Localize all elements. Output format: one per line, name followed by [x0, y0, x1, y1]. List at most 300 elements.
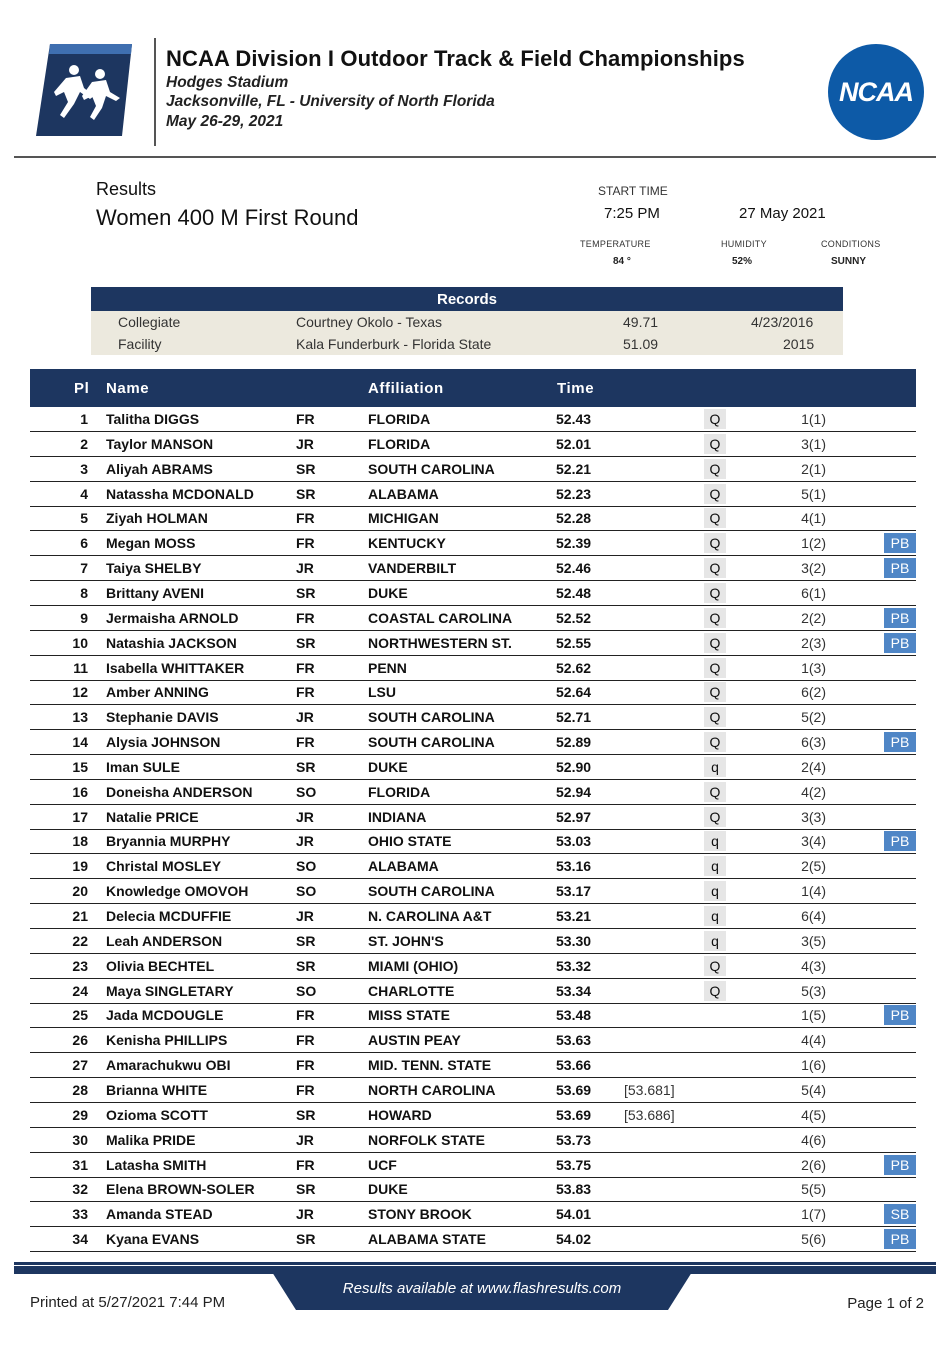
time: 52.89: [556, 734, 592, 751]
table-row: [30, 1003, 916, 1028]
location: Jacksonville, FL - University of North Florida: [166, 93, 495, 110]
note-badge: PB: [884, 1155, 916, 1175]
athlete-name: Amanda STEAD: [106, 1206, 213, 1223]
table-row: [30, 1202, 916, 1227]
heat-place: 6(3): [801, 734, 826, 751]
heat-place: 1(4): [801, 883, 826, 900]
record-mark: 49.71: [623, 314, 659, 330]
table-row: [30, 432, 916, 457]
table-row: [30, 954, 916, 979]
time: 54.02: [556, 1231, 592, 1248]
table-row: [30, 1227, 916, 1252]
table-row: [30, 1053, 916, 1078]
temperature: 84 °: [613, 256, 631, 267]
table-row: [30, 879, 916, 904]
table-row: [30, 929, 916, 954]
heat-place: 4(4): [801, 1032, 826, 1049]
affiliation: NORFOLK STATE: [368, 1131, 485, 1148]
table-row: [30, 854, 916, 879]
conditions-label: CONDITIONS: [821, 239, 881, 249]
qualifier: Q: [704, 633, 726, 653]
affiliation: SOUTH CAROLINA: [368, 883, 495, 900]
record-row-facility: [91, 333, 843, 355]
affiliation: VANDERBILT: [368, 560, 457, 577]
class-year: FR: [296, 411, 315, 427]
time: 53.73: [556, 1131, 592, 1148]
athlete-name: Malika PRIDE: [106, 1131, 196, 1148]
athlete-name: Bryannia MURPHY: [106, 833, 231, 850]
place: 3: [80, 460, 88, 477]
table-row: [30, 506, 916, 531]
time: 52.46: [556, 560, 592, 577]
time: 52.62: [556, 659, 592, 676]
time: 52.23: [556, 485, 592, 502]
athlete-name: Amber ANNING: [106, 684, 209, 701]
affiliation: OHIO STATE: [368, 833, 452, 850]
affiliation: MICHIGAN: [368, 510, 439, 527]
heat-place: 2(6): [801, 1156, 826, 1173]
qualifier: Q: [704, 682, 726, 702]
class-year: SO: [296, 858, 317, 875]
place: 32: [72, 1181, 88, 1198]
table-row: [30, 606, 916, 631]
time: 53.30: [556, 932, 592, 949]
athlete-name: Talitha DIGGS: [106, 411, 200, 427]
class-year: JR: [296, 709, 314, 726]
heat-place: 5(1): [801, 485, 826, 502]
affiliation: INDIANA: [368, 808, 427, 825]
qualifier: Q: [704, 658, 726, 678]
athlete-name: Natashia JACKSON: [106, 634, 237, 651]
class-year: SO: [296, 883, 317, 900]
class-year: FR: [296, 535, 315, 552]
place: 29: [72, 1106, 88, 1123]
class-year: SR: [296, 485, 316, 502]
heat-place: 5(4): [801, 1081, 826, 1098]
athlete-name: Taylor MANSON: [106, 435, 214, 452]
record-type: Collegiate: [118, 314, 181, 330]
place: 28: [72, 1081, 88, 1098]
time: 52.21: [556, 460, 592, 477]
qualifier: Q: [704, 459, 726, 479]
class-year: SR: [296, 634, 316, 651]
header-time: Time: [557, 380, 595, 397]
heat-place: 3(3): [801, 808, 826, 825]
place: 26: [72, 1032, 88, 1049]
heat-place: 5(5): [801, 1181, 826, 1198]
time: 53.34: [556, 982, 592, 999]
qualifier: Q: [704, 583, 726, 603]
athlete-name: Isabella WHITTAKER: [106, 659, 245, 676]
place: 22: [72, 932, 88, 949]
time: 53.75: [556, 1156, 592, 1173]
qualifier: Q: [704, 409, 726, 429]
table-row: [30, 730, 916, 755]
qualifier: q: [704, 906, 726, 926]
table-row: [30, 1177, 916, 1202]
start-time-label: START TIME: [598, 184, 668, 198]
affiliation: DUKE: [368, 1181, 408, 1198]
header-pl: Pl: [74, 380, 90, 397]
class-year: SR: [296, 957, 316, 974]
affiliation: FLORIDA: [368, 411, 431, 427]
header-divider: [154, 38, 156, 146]
athlete-name: Alysia JOHNSON: [106, 734, 221, 751]
class-year: FR: [296, 1007, 315, 1024]
affiliation: ALABAMA: [368, 485, 439, 502]
class-year: SR: [296, 932, 316, 949]
note-badge: PB: [884, 608, 916, 628]
heat-place: 6(1): [801, 584, 826, 601]
record-date: 4/23/2016: [751, 314, 814, 330]
affiliation: AUSTIN PEAY: [368, 1032, 461, 1049]
place: 14: [72, 734, 88, 751]
qualifier: Q: [704, 782, 726, 802]
table-row: [30, 631, 916, 656]
time: 53.63: [556, 1032, 592, 1049]
time-thousandths: [53.686]: [624, 1106, 675, 1123]
place: 25: [72, 1007, 88, 1024]
table-row: [30, 904, 916, 929]
place: 18: [72, 833, 88, 850]
qualifier: Q: [704, 484, 726, 504]
header-rule: [14, 156, 936, 158]
heat-place: 5(6): [801, 1231, 826, 1248]
affiliation: MID. TENN. STATE: [368, 1057, 492, 1074]
athlete-name: Kenisha PHILLIPS: [106, 1032, 228, 1049]
conditions: SUNNY: [831, 256, 867, 267]
table-row: [30, 531, 916, 556]
event-name: Women 400 M First Round: [96, 205, 359, 230]
athlete-name: Natalie PRICE: [106, 808, 199, 825]
place: 12: [72, 684, 88, 701]
table-row: [30, 1128, 916, 1153]
time: 53.69: [556, 1106, 592, 1123]
heat-place: 1(1): [801, 411, 826, 427]
athlete-name: Amarachukwu OBI: [106, 1057, 231, 1074]
event-date: 27 May 2021: [739, 205, 826, 222]
heat-place: 2(3): [801, 634, 826, 651]
affiliation: FLORIDA: [368, 783, 431, 800]
printed-timestamp: Printed at 5/27/2021 7:44 PM: [30, 1294, 226, 1311]
place: 8: [80, 584, 88, 601]
affiliation: COASTAL CAROLINA: [368, 609, 513, 626]
record-date: 2015: [783, 336, 815, 352]
place: 27: [72, 1057, 88, 1074]
class-year: SR: [296, 758, 316, 775]
table-row: [30, 1103, 916, 1128]
table-row: [30, 1028, 916, 1053]
record-holder: Courtney Okolo - Texas: [296, 314, 443, 330]
athlete-name: Jada MCDOUGLE: [106, 1007, 224, 1024]
affiliation: DUKE: [368, 584, 408, 601]
place: 24: [72, 982, 88, 999]
class-year: SR: [296, 1106, 316, 1123]
heat-place: 3(2): [801, 560, 826, 577]
affiliation: HOWARD: [368, 1106, 432, 1123]
affiliation: CHARLOTTE: [368, 982, 455, 999]
class-year: JR: [296, 1131, 314, 1148]
class-year: JR: [296, 808, 314, 825]
place: 30: [72, 1131, 88, 1148]
class-year: JR: [296, 833, 314, 850]
athlete-name: Knowledge OMOVOH: [106, 883, 249, 900]
athlete-name: Delecia MCDUFFIE: [106, 908, 232, 924]
class-year: JR: [296, 1206, 314, 1223]
place: 4: [80, 485, 88, 502]
athlete-name: Jermaisha ARNOLD: [106, 609, 239, 626]
time: 52.48: [556, 584, 592, 601]
record-mark: 51.09: [623, 336, 659, 352]
note-badge: PB: [884, 558, 916, 578]
affiliation: UCF: [368, 1156, 397, 1173]
qualifier: q: [704, 831, 726, 851]
table-row: [30, 680, 916, 705]
class-year: FR: [296, 1032, 315, 1049]
place: 19: [72, 858, 88, 875]
class-year: JR: [296, 908, 314, 924]
qualifier: Q: [704, 981, 726, 1001]
note-badge: PB: [884, 633, 916, 653]
time: 53.16: [556, 858, 592, 875]
place: 5: [80, 510, 88, 527]
place: 17: [72, 808, 88, 825]
affiliation: N. CAROLINA A&T: [368, 908, 492, 924]
athlete-name: Brittany AVENI: [106, 584, 205, 601]
heat-place: 5(3): [801, 982, 826, 999]
time: 52.43: [556, 411, 592, 427]
place: 10: [72, 634, 88, 651]
note-badge: SB: [884, 1204, 916, 1224]
time: 53.17: [556, 883, 592, 900]
header-affiliation: Affiliation: [368, 380, 444, 397]
heat-place: 2(5): [801, 858, 826, 875]
place: 7: [80, 560, 88, 577]
qualifier: Q: [704, 707, 726, 727]
heat-place: 4(1): [801, 510, 826, 527]
athlete-name: Ozioma SCOTT: [106, 1106, 208, 1123]
qualifier: q: [704, 931, 726, 951]
venue: Hodges Stadium: [166, 74, 289, 91]
athlete-name: Doneisha ANDERSON: [106, 783, 253, 800]
qualifier: Q: [704, 608, 726, 628]
humidity-label: HUMIDITY: [721, 239, 767, 249]
time: 52.01: [556, 435, 592, 452]
heat-place: 3(5): [801, 932, 826, 949]
time: 53.21: [556, 908, 592, 924]
athlete-name: Leah ANDERSON: [106, 932, 223, 949]
affiliation: ALABAMA: [368, 858, 439, 875]
table-row: [30, 755, 916, 780]
qualifier: q: [704, 757, 726, 777]
place: 6: [80, 535, 88, 552]
affiliation: LSU: [368, 684, 396, 701]
place: 21: [72, 908, 88, 924]
time: 53.48: [556, 1007, 592, 1024]
qualifier: Q: [704, 956, 726, 976]
affiliation: MISS STATE: [368, 1007, 450, 1024]
place: 23: [72, 957, 88, 974]
note-badge: PB: [884, 533, 916, 553]
class-year: FR: [296, 684, 315, 701]
time: 54.01: [556, 1206, 592, 1223]
qualifier: q: [704, 881, 726, 901]
record-holder: Kala Funderburk - Florida State: [296, 336, 492, 352]
athlete-name: Elena BROWN-SOLER: [106, 1181, 255, 1198]
results-available-text: Results available at www.flashresults.com: [342, 1280, 622, 1297]
heat-place: 5(2): [801, 709, 826, 726]
affiliation: MIAMI (OHIO): [368, 957, 459, 974]
time: 52.28: [556, 510, 592, 527]
athlete-name: Megan MOSS: [106, 535, 196, 552]
table-row: [30, 979, 916, 1004]
heat-place: 2(1): [801, 460, 826, 477]
results-label: Results: [96, 179, 157, 199]
class-year: FR: [296, 1156, 315, 1173]
note-badge: PB: [884, 732, 916, 752]
heat-place: 2(2): [801, 609, 826, 626]
temperature-label: TEMPERATURE: [580, 239, 651, 249]
class-year: SO: [296, 982, 317, 999]
place: 20: [72, 883, 88, 900]
time: 52.90: [556, 758, 592, 775]
class-year: SO: [296, 783, 317, 800]
qualifier: Q: [704, 732, 726, 752]
place: 1: [80, 411, 88, 427]
heat-place: 2(4): [801, 758, 826, 775]
class-year: FR: [296, 734, 315, 751]
heat-place: 1(5): [801, 1007, 826, 1024]
qualifier: Q: [704, 558, 726, 578]
table-row: [30, 705, 916, 730]
place: 34: [72, 1231, 88, 1248]
table-row: [30, 1153, 916, 1178]
time: 52.71: [556, 709, 592, 726]
heat-place: 4(5): [801, 1106, 826, 1123]
place: 33: [72, 1206, 88, 1223]
table-row: [30, 1078, 916, 1103]
time: 53.32: [556, 957, 592, 974]
affiliation: NORTHWESTERN ST.: [368, 634, 512, 651]
table-row: [30, 656, 916, 681]
affiliation: SOUTH CAROLINA: [368, 460, 495, 477]
table-row: [30, 581, 916, 606]
heat-place: 4(3): [801, 957, 826, 974]
place: 15: [72, 758, 88, 775]
class-year: JR: [296, 435, 314, 452]
table-row: [30, 482, 916, 507]
page-title: NCAA Division I Outdoor Track & Field Championships: [166, 46, 745, 71]
qualifier: Q: [704, 508, 726, 528]
class-year: SR: [296, 460, 316, 477]
place: 2: [80, 435, 88, 452]
heat-place: 1(6): [801, 1057, 826, 1074]
time: 53.83: [556, 1181, 592, 1198]
affiliation: ALABAMA STATE: [368, 1231, 486, 1248]
affiliation: STONY BROOK: [368, 1206, 472, 1223]
note-badge: PB: [884, 831, 916, 851]
place: 13: [72, 709, 88, 726]
humidity: 52%: [732, 256, 753, 267]
time: 52.64: [556, 684, 592, 701]
time: 52.52: [556, 609, 592, 626]
table-row: [30, 457, 916, 482]
table-row: [30, 556, 916, 581]
time: 52.39: [556, 535, 592, 552]
time: 52.97: [556, 808, 592, 825]
affiliation: DUKE: [368, 758, 408, 775]
qualifier: q: [704, 856, 726, 876]
records-heading: Records: [91, 287, 843, 311]
athlete-name: Latasha SMITH: [106, 1156, 207, 1173]
table-row: [30, 780, 916, 805]
place: 9: [80, 609, 88, 626]
heat-place: 1(2): [801, 535, 826, 552]
class-year: SR: [296, 1231, 316, 1248]
class-year: FR: [296, 1057, 315, 1074]
record-row-collegiate: [91, 311, 843, 333]
place: 16: [72, 783, 88, 800]
qualifier: Q: [704, 434, 726, 454]
class-year: JR: [296, 560, 314, 577]
qualifier: Q: [704, 533, 726, 553]
affiliation: PENN: [368, 659, 407, 676]
table-row: [30, 407, 916, 432]
time-thousandths: [53.681]: [624, 1081, 675, 1098]
place: 31: [72, 1156, 88, 1173]
affiliation: SOUTH CAROLINA: [368, 709, 495, 726]
affiliation: NORTH CAROLINA: [368, 1081, 496, 1098]
athlete-name: Stephanie DAVIS: [106, 709, 219, 726]
class-year: FR: [296, 1081, 315, 1098]
heat-place: 3(1): [801, 435, 826, 452]
affiliation: KENTUCKY: [368, 535, 446, 552]
athlete-name: Olivia BECHTEL: [106, 957, 215, 974]
affiliation: FLORIDA: [368, 435, 431, 452]
header-name: Name: [106, 380, 150, 397]
time: 53.66: [556, 1057, 592, 1074]
time: 53.03: [556, 833, 592, 850]
class-year: SR: [296, 1181, 316, 1198]
start-time: 7:25 PM: [604, 205, 660, 222]
athlete-name: Kyana EVANS: [106, 1231, 200, 1248]
note-badge: PB: [884, 1229, 916, 1249]
affiliation: ST. JOHN'S: [368, 932, 444, 949]
athlete-name: Natassha MCDONALD: [106, 485, 254, 502]
athlete-name: Ziyah HOLMAN: [106, 510, 208, 527]
heat-place: 1(7): [801, 1206, 826, 1223]
affiliation: SOUTH CAROLINA: [368, 734, 495, 751]
heat-place: 3(4): [801, 833, 826, 850]
records-table: [91, 311, 843, 355]
results-table-header: [30, 369, 916, 407]
championship-logo: [36, 44, 132, 136]
heat-place: 6(4): [801, 908, 826, 924]
dates: May 26-29, 2021: [166, 113, 284, 130]
athlete-name: Aliyah ABRAMS: [106, 460, 213, 477]
table-row: [30, 805, 916, 830]
class-year: FR: [296, 609, 315, 626]
heat-place: 4(2): [801, 783, 826, 800]
page-number: Page 1 of 2: [847, 1295, 924, 1312]
ncaa-logo: NCAA: [828, 44, 924, 140]
table-row: [30, 829, 916, 854]
class-year: FR: [296, 510, 315, 527]
athlete-name: Taiya SHELBY: [106, 560, 202, 577]
athlete-name: Brianna WHITE: [106, 1081, 208, 1098]
place: 11: [73, 659, 88, 676]
heat-place: 4(6): [801, 1131, 826, 1148]
